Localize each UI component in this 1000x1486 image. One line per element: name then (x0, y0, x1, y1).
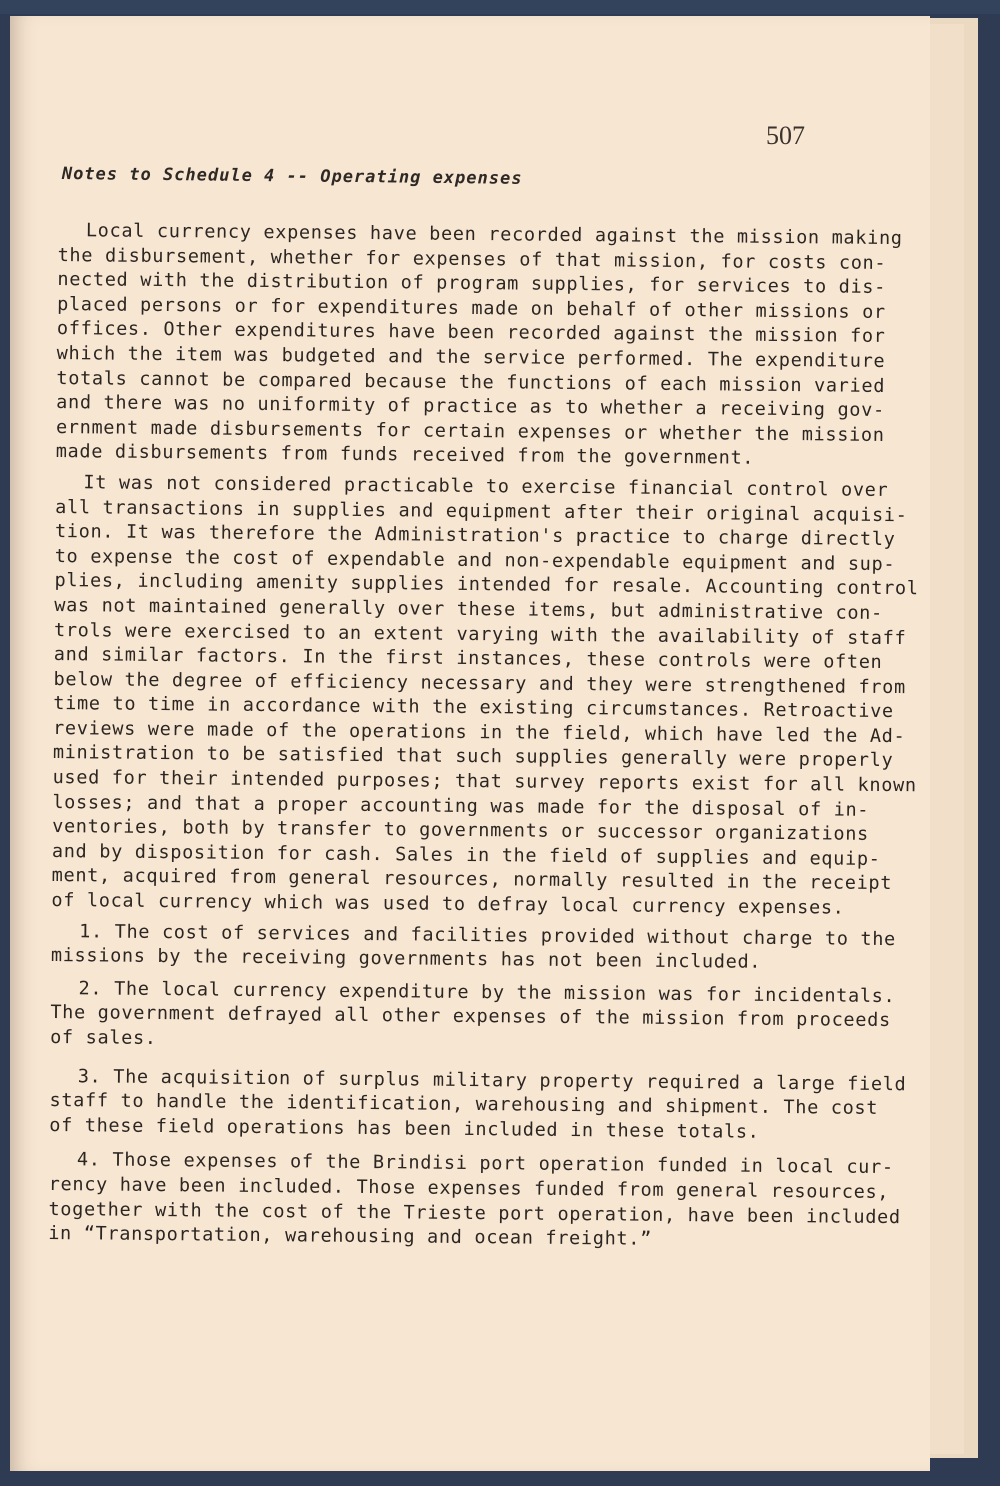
text-line: below the degree of efficiency necessary and they were strengthened from (53, 668, 906, 698)
text-line: of sales. (50, 1026, 157, 1049)
text-line: in “Transportation, warehousing and ocean freight.” (48, 1223, 653, 1250)
text-line: trols were exercised to an extent varying with the availability of staff (53, 619, 907, 649)
text-line: ministration to be satisfied that such supplies generally were properly (52, 742, 894, 772)
text-line: ventories, both by transfer to governments or successor organizations (52, 816, 870, 846)
paragraph (55, 219, 903, 473)
text-line: 3. The acquisition of surplus military property required a large field (77, 1065, 907, 1095)
text-line: made disbursements from funds received from the government. (55, 441, 755, 470)
text-line: rency have been included. Those expenses funded from general resources, (48, 1173, 890, 1203)
text-line: was not maintained generally over these items, but administrative con- (54, 594, 884, 624)
text-line: of local currency which was used to defray local currency expenses. (51, 890, 845, 919)
text-line: totals cannot be compared because the functions of each mission varied (56, 367, 886, 397)
text-line: 1. The cost of services and facilities provided without charge to the (79, 920, 897, 950)
text-line: and similar factors. In the first instances, these controls were often (53, 644, 883, 674)
text-line: the disbursement, whether for expenses of that mission, for costs con- (57, 244, 887, 274)
text-line: and by disposition for cash. Sales in the field of supplies and equip- (51, 840, 881, 870)
text-line: ment, acquired from general resources, normally resulted in the receipt (51, 865, 893, 895)
paragraph (51, 471, 919, 921)
text-line: together with the cost of the Trieste port operation, have been included (48, 1198, 901, 1228)
text-line: staff to handle the identification, warehousing and shipment. The cost (49, 1090, 879, 1120)
text-line: Local currency expenses have been recorded against the mission making (85, 220, 903, 250)
text-line: tion. It was therefore the Administration's practice to charge directly (54, 521, 896, 551)
text-line: to expense the cost of expendable and non-expendable equipment and sup- (54, 545, 896, 575)
text-line: ernment made disbursements for certain expenses or whether the mission (55, 416, 885, 446)
text-line: placed persons or for expenditures made on behalf of other missions or (57, 293, 886, 323)
text-line: of these field operations has been included in these totals. (49, 1114, 760, 1143)
text-line: The government defrayed all other expenses of the mission from proceeds (50, 1002, 891, 1032)
text-line: all transactions in supplies and equipment after their original acquisi- (55, 496, 908, 526)
text-line: reviews were made of the operations in the field, which have led the Ad- (53, 717, 906, 748)
paragraph (48, 1148, 901, 1254)
text-line: 2. The local currency expenditure by the mission was for incidentals. (78, 978, 896, 1007)
text-line: losses; and that a proper accounting was made for the disposal of in- (52, 791, 870, 821)
text-line: It was not considered practicable to exercise financial control over (83, 472, 889, 501)
text-line: time to time in accordance with the existing circumstances. Retroactive (53, 693, 894, 723)
paragraph (49, 1065, 907, 1146)
text-line: used for their intended purposes; that survey reports exist for all known (52, 767, 917, 797)
page-number: 507 (766, 121, 805, 150)
text-line: nected with the distribution of program supplies, for services to dis- (57, 269, 887, 299)
paragraph (50, 977, 896, 1058)
book-cover (0, 0, 1000, 14)
text-line: and there was no uniformity of practice as to whether a receiving gov- (56, 392, 885, 422)
page-body (48, 219, 919, 1260)
section-heading: Notes to Schedule 4 -- Operating expenses (61, 164, 523, 189)
paragraph (50, 920, 897, 977)
text-line: plies, including amenity supplies intended for resale. Accounting control (54, 570, 919, 600)
text-line: 4. Those expenses of the Brindisi port operation funded in local cur- (76, 1149, 894, 1179)
book-page (10, 16, 930, 1471)
text-line: which the item was budgeted and the service performed. The expenditure (56, 342, 886, 372)
text-line: offices. Other expenditures have been recorded against the mission for (56, 318, 886, 348)
text-line: missions by the receiving governments has not been included. (50, 945, 762, 974)
